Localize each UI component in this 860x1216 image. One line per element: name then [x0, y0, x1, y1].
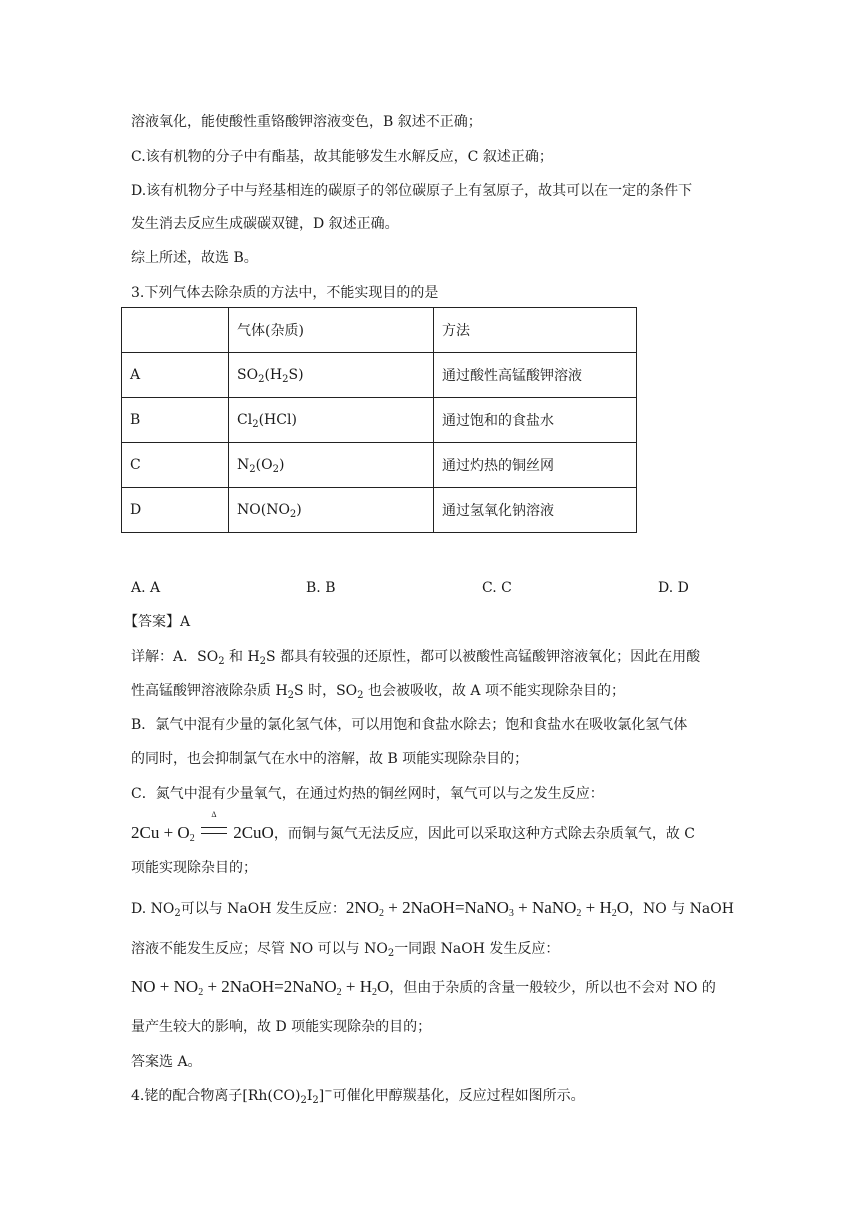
table-row [122, 353, 637, 398]
explanation-a-line-1: 详解：A．$SO_2$ 和 $H_2S$ 都具有较强的还原性，都可以被酸性高锰酸钾溶液氧化；因此在用酸 [131, 649, 701, 667]
explanation-d-line-1: D. $NO_2$可以与 NaOH 发生反应：$2NO_2$ + 2NaOH=NaNO$_3$ + NaNO$_2$ + $H_2O$，NO 与 NaOH [131, 898, 734, 919]
table-header-row [122, 308, 637, 353]
prev-line-3: D.该有机物分子中与羟基相连的碳原子的邻位碳原子上有氢原子，故其可以在一定的条件下 [131, 183, 693, 199]
row-method: 通过酸性高锰酸钾溶液 [434, 353, 637, 398]
equation-no-no2-naoh: NO + $NO_2$ + 2NaOH=2NaNO$_2$ + $H_2O$ [131, 977, 390, 998]
row-gas: $Cl_2(HCl)$ [229, 398, 434, 443]
row-label: B [122, 398, 229, 443]
explanation-c-line-1: C．氮气中混有少量氧气，在通过灼热的铜丝网时，氧气可以与之发生反应： [131, 786, 604, 802]
explanation-a-line-2: 性高锰酸钾溶液除杂质 $H_2S$ 时，$SO_2$ 也会被吸收，故 A 项不能实现除杂目的； [131, 683, 625, 701]
heat-arrow: Δ [199, 823, 229, 843]
table-row [122, 488, 637, 533]
choice-b[interactable]: B. B [306, 580, 336, 596]
choice-a[interactable]: A. A [131, 580, 161, 596]
table-row [122, 443, 637, 488]
table-cell [122, 308, 229, 353]
prev-line-5: 综上所述，故选 B。 [131, 250, 258, 266]
explanation-d-line-2: 溶液不能发生反应；尽管 NO 可以与 $NO_2$一同跟 NaOH 发生反应： [131, 941, 560, 959]
equation-copper-oxygen: $2Cu + O_2$ Δ 2CuO [131, 810, 274, 844]
equation-no2-naoh: $2NO_2$ + 2NaOH=NaNO$_3$ + NaNO$_2$ + $H_2O$ [345, 898, 630, 919]
final-answer-line: 答案选 A。 [131, 1054, 202, 1070]
answer-line: 【答案】A [124, 614, 191, 630]
row-gas: $N_2(O_2)$ [229, 443, 434, 488]
choice-c[interactable]: C. C [482, 580, 512, 596]
prev-line-2: C.该有机物的分子中有酯基，故其能够发生水解反应，C 叙述正确； [131, 149, 553, 165]
row-label: A [122, 353, 229, 398]
row-method: 通过饱和的食盐水 [434, 398, 637, 443]
row-gas: $NO(NO_2)$ [229, 488, 434, 533]
table-row [122, 398, 637, 443]
row-method: 通过灼热的铜丝网 [434, 443, 637, 488]
explanation-c-line-3: 项能实现除杂目的； [131, 860, 257, 876]
row-method: 通过氢氧化钠溶液 [434, 488, 637, 533]
explanation-b-line-2: 的同时，也会抑制氯气在水中的溶解，故 B 项能实现除杂目的； [131, 751, 529, 767]
choice-d[interactable]: D. D [658, 580, 689, 596]
table-header-gas: 气体(杂质) [229, 308, 434, 353]
row-label: D [122, 488, 229, 533]
row-gas: $SO_2(H_2S)$ [229, 353, 434, 398]
explanation-d-line-3: NO + $NO_2$ + 2NaOH=2NaNO$_2$ + $H_2O$，但由于杂质的含量一般较少，所以也不会对 NO 的 [131, 977, 716, 998]
row-label: C [122, 443, 229, 488]
question-4-stem: 4.铑的配合物离子$[Rh(CO)_2I_2]^-$可催化甲醇羰基化，反应过程如图所示。 [131, 1086, 585, 1106]
explanation-c-line-2: $2Cu + O_2$ Δ 2CuO，而铜与氮气无法反应，因此可以采取这种方式除去杂质氧气，故 C [131, 810, 695, 844]
explanation-b-line-1: B．氯气中混有少量的氯化氢气体，可以用饱和食盐水除去；饱和食盐水在吸收氯化氢气体 [131, 717, 688, 733]
explanation-d-line-4: 量产生较大的影响，故 D 项能实现除杂的目的； [131, 1019, 432, 1035]
question-3-stem: 3.下列气体去除杂质的方法中，不能实现目的的是 [131, 285, 439, 301]
prev-line-1: 溶液氧化，能使酸性重铬酸钾溶液变色，B 叙述不正确； [131, 114, 482, 130]
table-header-method: 方法 [434, 308, 637, 353]
prev-line-4: 发生消去反应生成碳碳双键，D 叙述正确。 [131, 216, 399, 232]
options-table [121, 307, 637, 533]
